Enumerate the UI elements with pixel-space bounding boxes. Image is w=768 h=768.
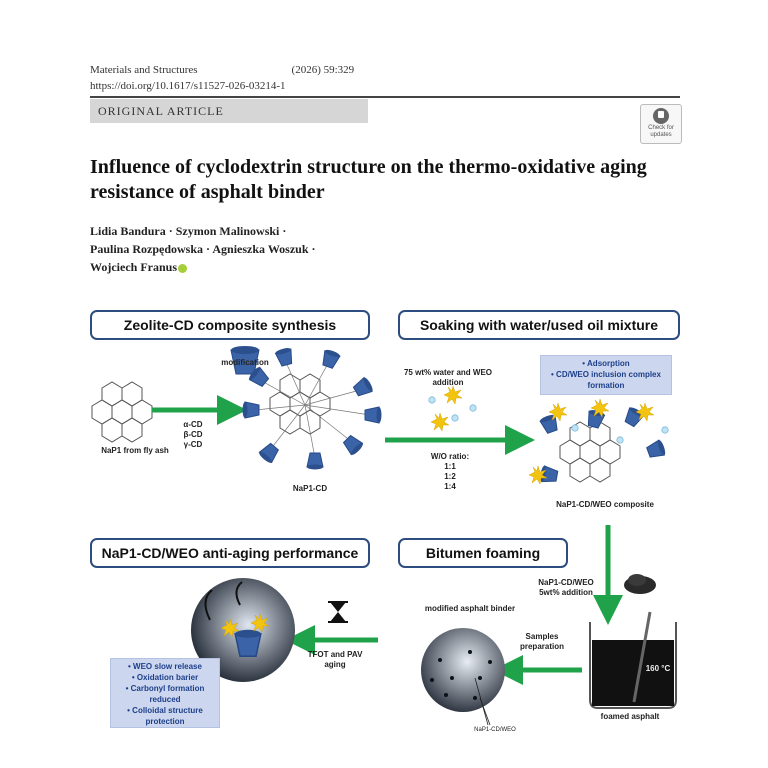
author-list <box>90 222 410 276</box>
beaker <box>590 612 676 708</box>
addition-line2: 5wt% addition <box>539 588 593 597</box>
label-nap1-cd: NaP1-CD <box>292 484 328 493</box>
label-modification: modification <box>221 358 269 367</box>
bullet-oxidation: • Oxidation barier <box>131 673 199 682</box>
powder-pile <box>624 574 656 594</box>
label-tfot <box>300 650 370 670</box>
label-modified-binder: modified asphalt binder <box>424 604 516 613</box>
wo-ratio-2: 1:2 <box>444 472 456 481</box>
label-foamed-asphalt: foamed asphalt <box>600 712 660 721</box>
samples-prep-line2: preparation <box>519 642 564 651</box>
updates-label: Check for updates <box>648 125 674 138</box>
article-type-banner: ORIGINAL ARTICLE <box>90 99 368 123</box>
hourglass-icon <box>328 602 348 622</box>
journal-info <box>90 62 354 94</box>
cd-beta: β-CD <box>183 430 203 439</box>
journal-name: Materials and Structures <box>90 64 198 76</box>
modified-binder-globe <box>421 628 505 725</box>
check-for-updates-badge[interactable] <box>640 104 682 144</box>
bookmark-icon <box>653 108 669 124</box>
performance-bullets <box>110 658 220 728</box>
label-composite: NaP1-CD/WEO composite <box>556 500 654 509</box>
cd-alpha: α-CD <box>183 420 203 429</box>
box-anti-aging: NaP1-CD/WEO anti-aging performance <box>90 538 370 568</box>
bullet-colloidal: • Colloidal structure <box>127 706 203 715</box>
label-samples-prep <box>512 632 572 652</box>
wo-ratio-1: 1:1 <box>444 462 456 471</box>
bullet-carbonyl: • Carbonyl formation <box>125 684 205 693</box>
bullet-protection: protection <box>145 717 185 726</box>
bullet-adsorption: • Adsorption <box>582 359 630 368</box>
label-water-weo <box>398 368 498 388</box>
nap1-cd-structure <box>270 374 330 434</box>
journal-volume: (2026) 59:329 <box>291 64 355 76</box>
author-line-3: Wojciech Franus <box>90 260 177 274</box>
header-rule <box>90 96 680 98</box>
label-wo-ratio <box>425 452 475 492</box>
samples-prep-line1: Samples <box>525 632 559 641</box>
bullet-formation: formation <box>587 381 625 390</box>
label-cd-types <box>178 420 208 450</box>
label-nap1-fly-ash: NaP1 from fly ash <box>101 446 169 455</box>
label-nap1-cd-weo-small: NaP1-CD/WEO <box>474 727 516 733</box>
author-line-1: Lidia Bandura · Szymon Malinowski · <box>90 224 287 238</box>
adsorption-bullets <box>540 355 672 395</box>
box-soaking: Soaking with water/used oil mixture <box>398 310 680 340</box>
cd-gamma: γ-CD <box>183 440 203 449</box>
bullet-inclusion: • CD/WEO inclusion complex <box>551 370 661 379</box>
wo-ratio-3: 1:4 <box>444 482 456 491</box>
paper-title: Influence of cyclodextrin structure on the thermo-oxidative aging resistance of asphalt binder <box>90 156 647 203</box>
box-zeolite-synthesis: Zeolite-CD composite synthesis <box>90 310 370 340</box>
orcid-icon[interactable] <box>178 264 187 273</box>
composite-structure <box>560 422 620 482</box>
graphical-abstract <box>80 300 690 740</box>
label-temperature: 160 °C <box>645 664 671 673</box>
addition-line1: NaP1-CD/WEO <box>538 578 594 587</box>
author-line-2: Paulina Rozpędowska · Agnieszka Woszuk · <box>90 242 316 256</box>
label-addition <box>528 578 604 598</box>
bullet-slow-release: • WEO slow release <box>128 662 202 671</box>
wo-ratio-title: W/O ratio: <box>430 452 470 461</box>
water-weo-line1: 75 wt% water and WEO <box>403 368 493 377</box>
tfot-line2: aging <box>324 660 346 669</box>
nap1-zeolite-structure <box>92 382 152 442</box>
bullet-reduced: reduced <box>149 695 181 704</box>
tfot-line1: TFOT and PAV <box>307 650 363 659</box>
doi-link[interactable]: https://doi.org/10.1617/s11527-026-03214-1 <box>90 80 286 92</box>
water-weo-line2: addition <box>432 378 464 387</box>
box-bitumen-foaming: Bitumen foaming <box>398 538 568 568</box>
